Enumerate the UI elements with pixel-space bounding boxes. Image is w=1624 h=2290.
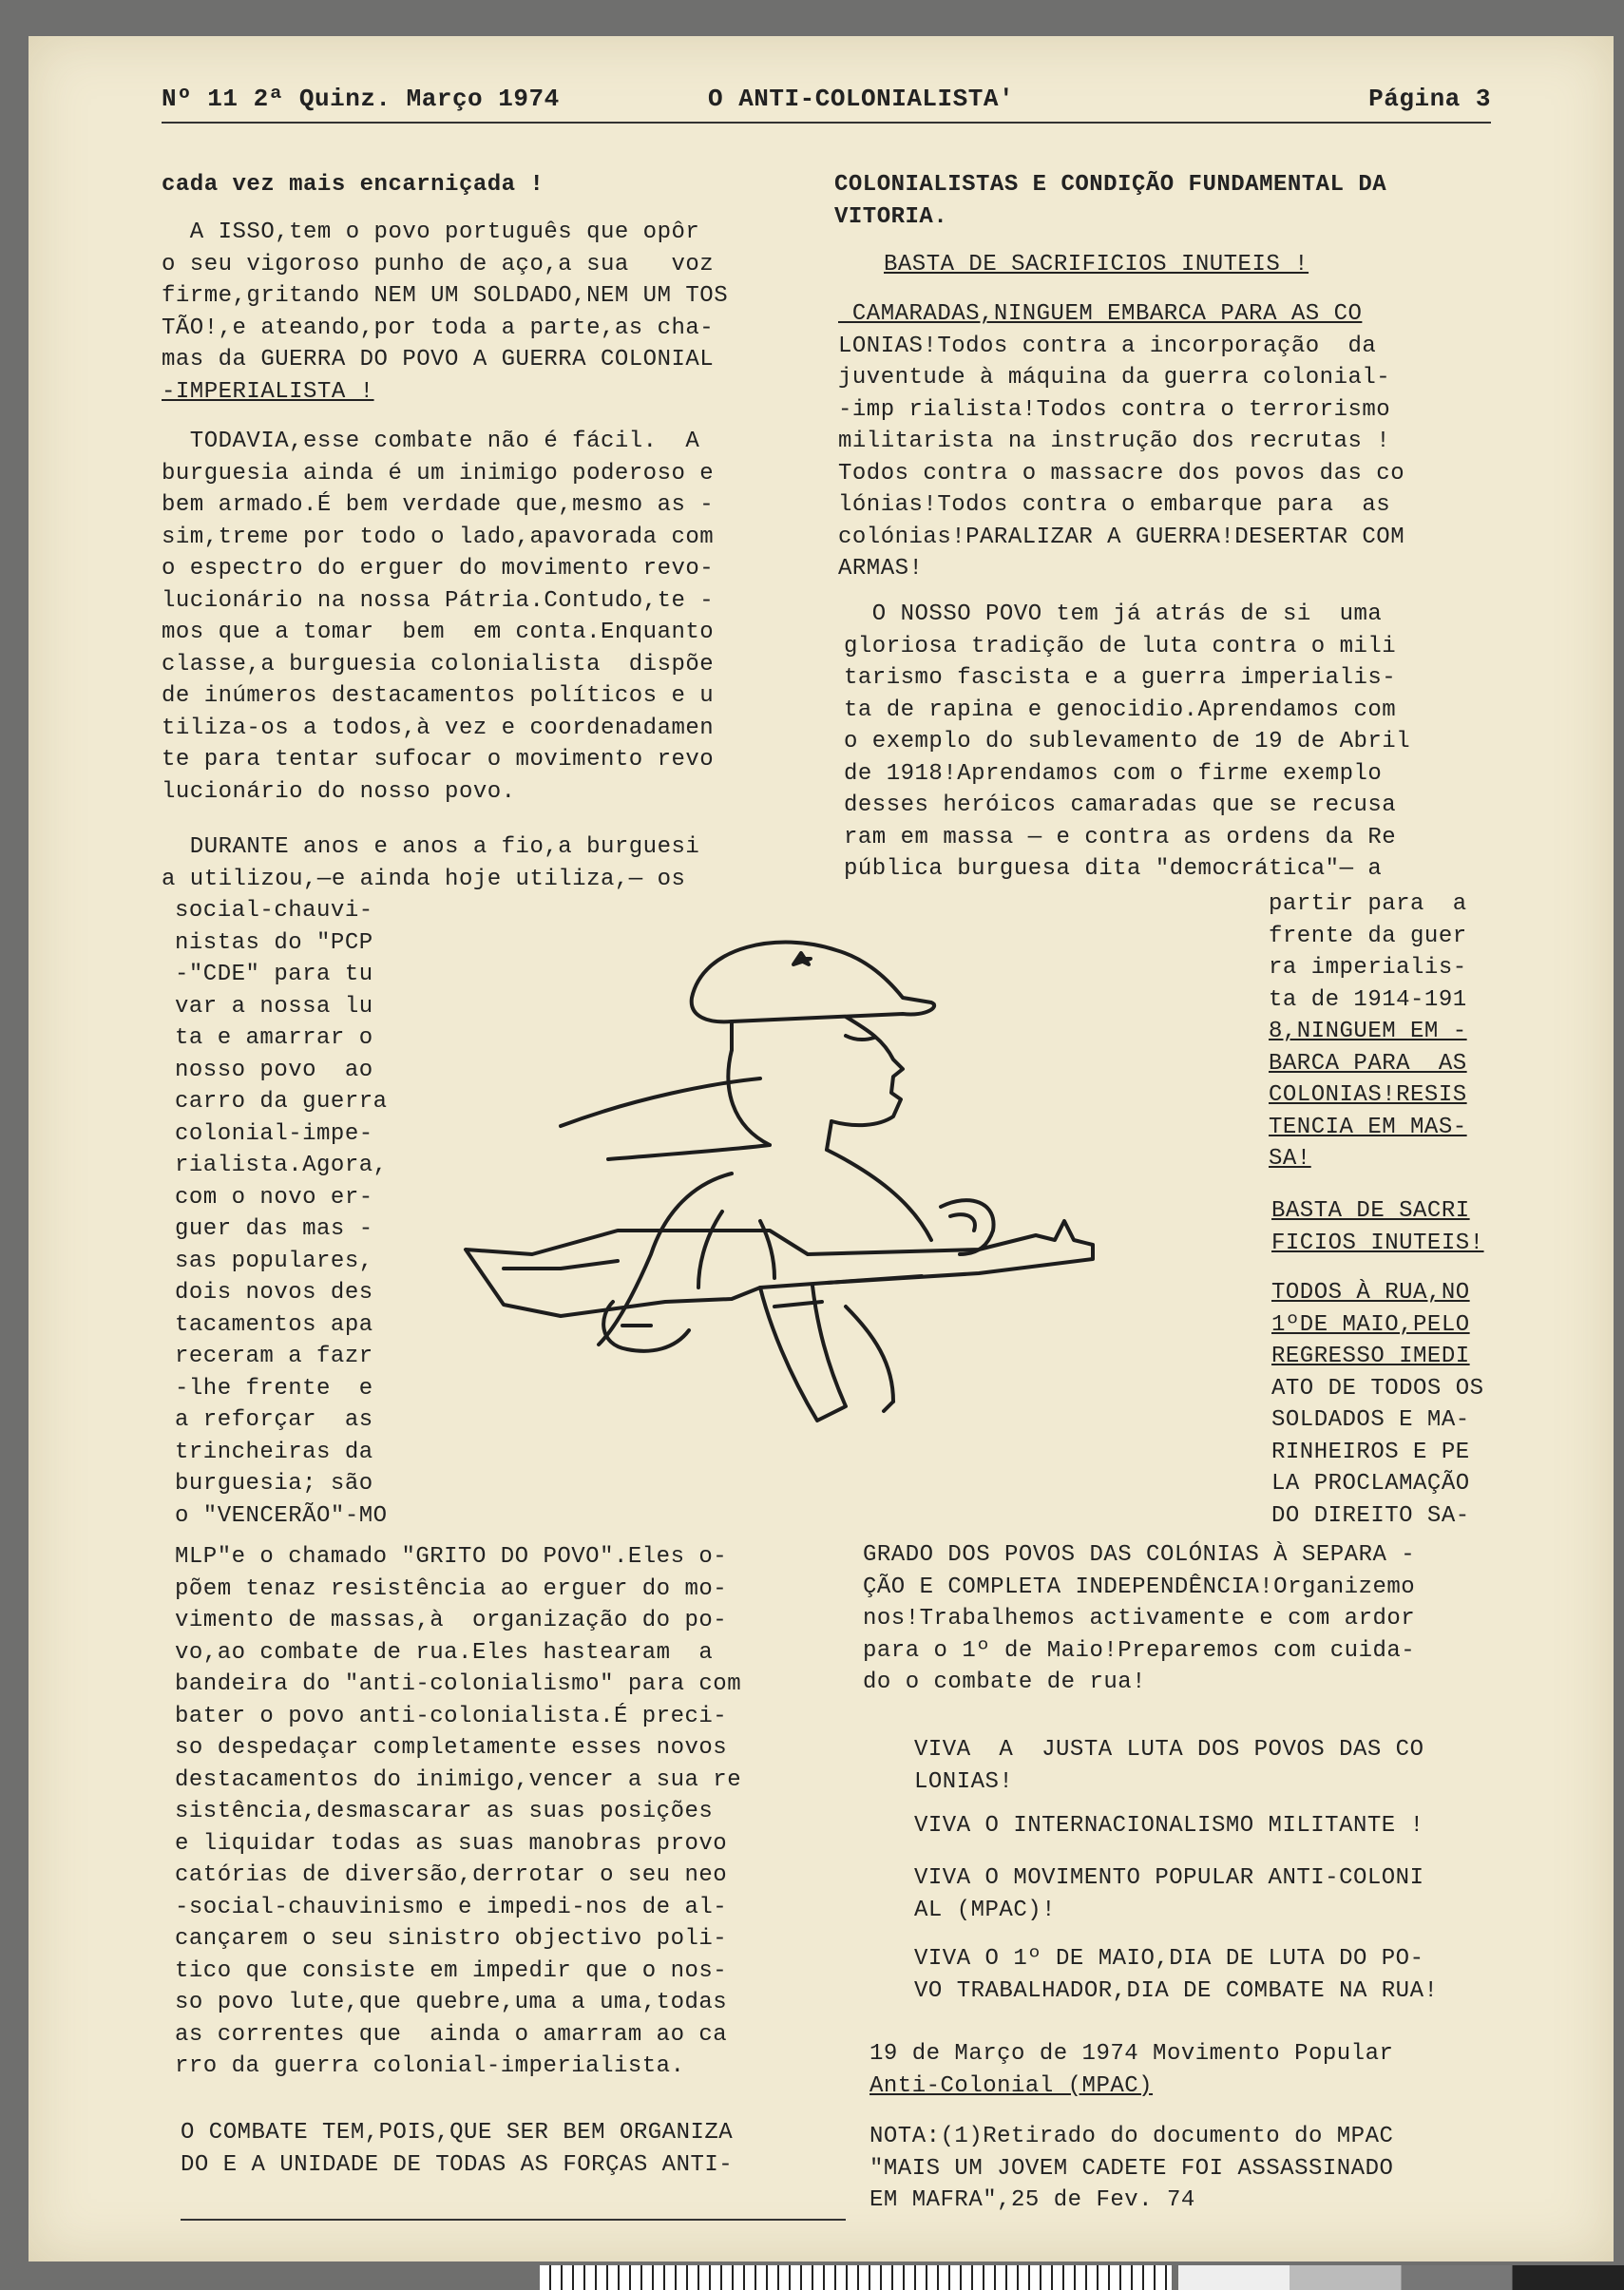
text-line: sim,treme por todo o lado,apavorada com: [162, 524, 715, 550]
text-line: mas da GUERRA DO POVO A GUERRA COLONIAL: [162, 347, 715, 372]
header-rule: [162, 122, 1491, 124]
text-line: tarismo fascista e a guerra imperialis-: [844, 665, 1397, 691]
text-line: MLP"e o chamado "GRITO DO POVO".Eles o-: [175, 1544, 728, 1570]
text-line: SOLDADOS E MA-: [1271, 1407, 1470, 1433]
text-line: ram em massa — e contra as ordens da Re: [844, 824, 1397, 850]
paragraph-todavia: [162, 426, 714, 808]
text-line: para o 1º de Maio!Preparemos com cuida-: [863, 1637, 1416, 1664]
text-line: VIVA O 1º DE MAIO,DIA DE LUTA DO PO-: [914, 1946, 1424, 1972]
text-line: CAMARADAS,NINGUEM EMBARCA PARA AS CO: [838, 301, 1363, 327]
text-line: sas populares,: [175, 1248, 373, 1274]
text-line: FICIOS INUTEIS!: [1271, 1230, 1484, 1256]
text-line: GRADO DOS POVOS DAS COLÓNIAS À SEPARA -: [863, 1542, 1416, 1568]
text-line: classe,a burguesia colonialista dispõe: [162, 651, 715, 677]
text-line: as correntes que ainda o amarram ao ca: [175, 2021, 728, 2048]
text-line: LONIAS!Todos contra a incorporação da: [838, 333, 1377, 359]
text-line: RINHEIROS E PE: [1271, 1439, 1470, 1465]
text-line: VITORIA.: [834, 203, 948, 230]
text-line: a reforçar as: [175, 1407, 373, 1433]
text-line: NOTA:(1)Retirado do documento do MPAC: [869, 2124, 1394, 2149]
text-line: var a nossa lu: [175, 993, 373, 1020]
text-line: nos!Trabalhemos activamente e com ardor: [863, 1606, 1416, 1632]
page-header: [162, 84, 1491, 118]
text-line: A ISSO,tem o povo português que opôr: [162, 219, 700, 245]
text-line: lucionário do nosso povo.: [162, 778, 516, 805]
text-line: tiliza-os a todos,à vez e coordenadamen: [162, 715, 715, 741]
text-line: LA PROCLAMAÇÃO: [1271, 1471, 1470, 1497]
viva-internacionalismo: VIVA O INTERNACIONALISMO MILITANTE !: [914, 1813, 1424, 1839]
paragraph-partir: [1269, 888, 1467, 1175]
text-line: a utilizou,—e ainda hoje utiliza,— os: [162, 866, 686, 892]
text-line: receram a fazr: [175, 1344, 373, 1369]
bottom-rule: [181, 2219, 846, 2221]
slogan-basta-2: [1271, 1195, 1484, 1259]
text-line: -imp rialista!Todos contra o terrorismo: [838, 396, 1391, 423]
footnote: [869, 2121, 1393, 2217]
text-line: mos que a tomar bem em conta.Enquanto: [162, 620, 715, 645]
text-line: BARCA PARA AS: [1269, 1050, 1467, 1077]
text-line: firme,gritando NEM UM SOLDADO,NEM UM TOS: [162, 283, 729, 309]
text-line: do o combate de rua!: [863, 1670, 1147, 1695]
text-line: lónias!Todos contra o embarque para as: [838, 492, 1391, 518]
publication-title: O ANTI-COLONIALISTA': [708, 85, 1015, 113]
text-line: DO E A UNIDADE DE TODAS AS FORÇAS ANTI-: [181, 2151, 734, 2178]
text-line: ATO DE TODOS OS: [1271, 1375, 1484, 1402]
text-line: burguesia ainda é um inimigo poderoso e: [162, 460, 715, 487]
text-line: ra imperialis-: [1269, 955, 1467, 981]
paragraph-durante-narrow: [175, 895, 388, 1532]
text-line: colonial-impe-: [175, 1120, 373, 1147]
paragraph-nosso-povo: [844, 599, 1410, 886]
paragraph-a-isso: [162, 217, 728, 408]
text-line: REGRESSO IMEDI: [1271, 1344, 1470, 1369]
left-opening-line: cada vez mais encarniçada !: [162, 172, 545, 198]
text-line: O COMBATE TEM,POIS,QUE SER BEM ORGANIZA: [181, 2120, 734, 2146]
text-line: COLONIAS!RESIS: [1269, 1082, 1467, 1108]
scan-ruler: [540, 2265, 1172, 2290]
text-line: 19 de Março de 1974 Movimento Popular: [869, 2041, 1394, 2067]
text-line: desses heróicos camaradas que se recusa: [844, 792, 1397, 818]
signature-block: [869, 2038, 1393, 2102]
text-line: COLONIALISTAS E CONDIÇÃO FUNDAMENTAL DA: [834, 172, 1387, 198]
text-line: gloriosa tradição de luta contra o mili: [844, 633, 1397, 659]
soldier-illustration: [447, 926, 1235, 1516]
paragraph-durante: [162, 831, 699, 895]
text-line: frente da guer: [1269, 923, 1467, 949]
text-line: juventude à máquina da guerra colonial-: [838, 365, 1391, 391]
text-line: ta de rapina e genocidio.Aprendamos com: [844, 697, 1397, 723]
text-line: social-chauvi-: [175, 898, 373, 924]
text-line: põem tenaz resistência ao erguer do mo-: [175, 1575, 728, 1602]
helmet-outline: [692, 943, 934, 1022]
text-line: LONIAS!: [914, 1768, 1014, 1795]
text-line: -IMPERIALISTA !: [162, 378, 374, 405]
text-line: partir para a: [1269, 891, 1467, 917]
text-line: ARMAS!: [838, 556, 924, 582]
text-line: BASTA DE SACRI: [1271, 1198, 1470, 1224]
text-line: lucionário na nossa Pátria.Contudo,te -: [162, 587, 715, 614]
text-line: destacamentos do inimigo,vencer a sua re: [175, 1766, 742, 1793]
text-line: DO DIREITO SA-: [1271, 1502, 1470, 1529]
paragraph-camaradas: [838, 298, 1404, 585]
text-line: AL (MPAC)!: [914, 1897, 1057, 1923]
text-line: bater o povo anti-colonialista.É preci-: [175, 1703, 728, 1729]
text-line: pública burguesa dita "democrática"— a: [844, 856, 1383, 882]
paragraph-grado: [863, 1539, 1415, 1699]
text-line: vo,ao combate de rua.Eles hastearam a: [175, 1639, 714, 1666]
text-line: nistas do "PCP: [175, 929, 373, 956]
page-number: Página 3: [1368, 85, 1491, 113]
text-line: TENCIA EM MAS-: [1269, 1114, 1467, 1140]
text-line: -"CDE" para tu: [175, 962, 373, 987]
text-line: VIVA O MOVIMENTO POPULAR ANTI-COLONI: [914, 1865, 1424, 1891]
paragraph-todos-a-rua: [1271, 1277, 1484, 1532]
text-line: ta e amarrar o: [175, 1025, 373, 1051]
text-line: vimento de massas,à organização do po-: [175, 1608, 728, 1633]
text-line: 8,NINGUEM EM -: [1269, 1019, 1467, 1044]
text-line: militarista na instrução dos recrutas !: [838, 429, 1391, 454]
text-line: de 1918!Aprendamos com o firme exemplo: [844, 760, 1383, 787]
text-line: TÃO!,e ateando,por toda a parte,as cha-: [162, 315, 715, 341]
text-line: te para tentar sufocar o movimento revo: [162, 747, 715, 773]
text-line: guer das mas -: [175, 1216, 373, 1242]
paragraph-o-combate: [181, 2117, 733, 2181]
text-line: colónias!PARALIZAR A GUERRA!DESERTAR COM: [838, 524, 1405, 550]
text-line: ÇÃO E COMPLETA INDEPENDÊNCIA!Organizemo: [863, 1574, 1416, 1600]
text-line: so povo lute,que quebre,uma a uma,todas: [175, 1990, 728, 2015]
text-line: -social-chauvinismo e impedi-nos de al-: [175, 1894, 728, 1920]
text-line: Todos contra o massacre dos povos das co: [838, 460, 1405, 487]
text-line: o "VENCERÃO"-MO: [175, 1502, 388, 1529]
text-line: tacamentos apa: [175, 1311, 373, 1338]
viva-1-maio: [914, 1943, 1438, 2007]
text-line: DURANTE anos e anos a fio,a burguesi: [162, 834, 700, 860]
text-line: ta de 1914-191: [1269, 986, 1467, 1013]
text-line: rro da guerra colonial-imperialista.: [175, 2053, 685, 2079]
text-line: dois novos des: [175, 1280, 373, 1306]
paragraph-mlp: [175, 1541, 741, 2083]
viva-lutas: [914, 1734, 1423, 1798]
issue-info: Nº 11 2ª Quinz. Março 1974: [162, 85, 560, 113]
text-line: EM MAFRA",25 de Fev. 74: [869, 2187, 1195, 2213]
text-line: bem armado.É bem verdade que,mesmo as -: [162, 492, 715, 518]
text-line: nosso povo ao: [175, 1057, 373, 1083]
text-line: so despedaçar completamente esses novos: [175, 1735, 728, 1761]
text-line: sistência,desmascarar as suas posições: [175, 1799, 714, 1824]
viva-mpac: [914, 1862, 1423, 1926]
text-line: tico que consiste em impedir que o nos-: [175, 1957, 728, 1984]
text-line: VIVA A JUSTA LUTA DOS POVOS DAS CO: [914, 1737, 1424, 1763]
scan-color-scale: [1178, 2265, 1624, 2290]
text-line: SA!: [1269, 1146, 1311, 1172]
text-line: -lhe frente e: [175, 1375, 373, 1402]
text-line: catórias de diversão,derrotar o seu neo: [175, 1862, 728, 1888]
text-line: o seu vigoroso punho de aço,a sua voz: [162, 251, 715, 277]
text-line: de inúmeros destacamentos políticos e u: [162, 683, 715, 709]
text-line: carro da guerra: [175, 1089, 388, 1115]
text-line: O NOSSO POVO tem já atrás de si uma: [844, 601, 1383, 627]
text-line: 1ºDE MAIO,PELO: [1271, 1311, 1470, 1338]
text-line: cançarem o seu sinistro objectivo poli-: [175, 1926, 728, 1952]
text-line: o exemplo do sublevamento de 19 de Abril: [844, 729, 1411, 754]
text-line: bandeira do "anti-colonialismo" para com: [175, 1671, 742, 1697]
text-line: Anti-Colonial (MPAC): [869, 2072, 1154, 2099]
text-line: com o novo er-: [175, 1184, 373, 1211]
text-line: o espectro do erguer do movimento revo-: [162, 556, 715, 582]
text-line: trincheiras da: [175, 1439, 373, 1465]
right-opening: [834, 169, 1386, 233]
text-line: TODAVIA,esse combate não é fácil. A: [162, 429, 700, 454]
text-line: TODOS À RUA,NO: [1271, 1280, 1470, 1306]
text-line: e liquidar todas as suas manobras provo: [175, 1830, 728, 1857]
text-line: burguesia; são: [175, 1471, 373, 1497]
text-line: "MAIS UM JOVEM CADETE FOI ASSASSINADO: [869, 2155, 1394, 2182]
slogan-basta-1: BASTA DE SACRIFICIOS INUTEIS !: [884, 252, 1309, 277]
text-line: VO TRABALHADOR,DIA DE COMBATE NA RUA!: [914, 1977, 1439, 2004]
text-line: rialista.Agora,: [175, 1153, 388, 1178]
